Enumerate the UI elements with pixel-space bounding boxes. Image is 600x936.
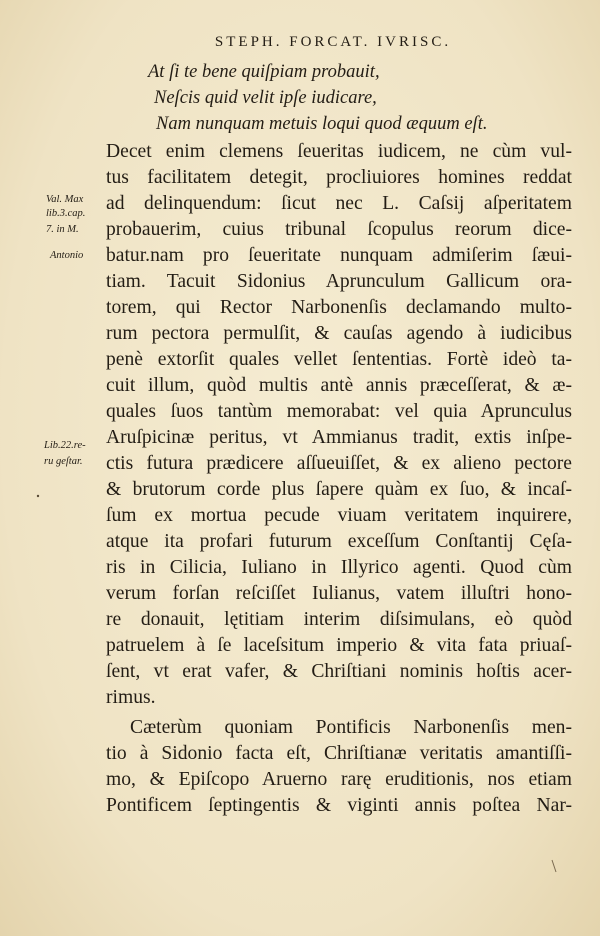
text-line: cuit illum, quòd multis antè annis præceſſerat, & æ- <box>106 375 572 396</box>
margin-note-line: 7. in M. <box>46 224 79 235</box>
text-line: Decet enim clemens ſeueritas iudicem, ne cùm vul- <box>106 141 572 162</box>
verse-line: At ſi te bene quiſpiam probauit, <box>148 62 380 82</box>
text-line: rimus. <box>106 687 156 708</box>
text-line: tio à Sidonio facta eſt, Chriſtianæ veritatis amantiſſi- <box>106 743 572 764</box>
margin-note-line: Lib.22.re- <box>44 440 86 451</box>
text-line: mo, & Epiſcopo Aruerno rarę eruditionis, nos etiam <box>106 769 572 790</box>
text-line: Pontificem ſeptingentis & viginti annis poſtea Nar- <box>106 795 572 816</box>
margin-note-line: lib.3.cap. <box>46 208 86 219</box>
text-line: & brutorum corde plus ſapere quàm ex ſuo, & incaſ- <box>106 479 572 500</box>
verse-line: Neſcis quid velit ipſe iudicare, <box>154 88 377 108</box>
text-line: verum forſan reſciſſet Iulianus, vatem illuſtri hono- <box>106 583 572 604</box>
text-line: ctis futura prædicere aſſueuiſſet, & ex alieno pectore <box>106 453 572 474</box>
margin-note-line: Val. Max <box>46 194 84 205</box>
text-line: atque ita profari futurum exceſſum Conſtantij Cęſa- <box>106 531 572 552</box>
text-line: batur.nam pro ſeueritate nunquam admiſerim ſæui- <box>106 245 572 266</box>
text-line: Cæterùm quoniam Pontificis Narbonenſis men- <box>130 717 572 738</box>
margin-note-line: Antonio <box>50 250 84 261</box>
text-line: tus facilitatem detegit, procliuiores homines reddat <box>106 167 572 188</box>
text-line: torem, qui Rector Narbonenſis declamando multo- <box>106 297 572 318</box>
ink-speck <box>37 495 39 497</box>
text-line: ad delinquendum: ſicut nec L. Caſsij aſperitatem <box>106 193 572 214</box>
text-line: ſent, vt erat vafer, & Chriſtiani nominis hoſtis acer- <box>106 661 572 682</box>
text-line: ſum ex mortua pecude viuam veritatem inquirere, <box>106 505 572 526</box>
text-line: penè extorſit quales vellet ſententias. Fortè ideò ta- <box>106 349 572 370</box>
text-line: Aruſpicinæ peritus, vt Ammianus tradit, extis inſpe- <box>106 427 572 448</box>
text-line: rum pectora permulſit, & cauſas agendo à iudicibus <box>106 323 572 344</box>
margin-note-line: ru geſtar. <box>44 456 83 467</box>
text-line: quales ſuos tantùm memorabat: vel quia Aprunculus <box>106 401 572 422</box>
ink-mark <box>552 860 556 872</box>
text-line: tiam. Tacuit Sidonius Aprunculum Gallicum ora- <box>106 271 572 292</box>
text-line: ris in Cilicia, Iuliano in Illyrico agenti. Quod cùm <box>106 557 572 578</box>
text-line: probauerim, cuius tribunal ſcopulus reorum dice- <box>106 219 572 240</box>
text-line: re donauit, lętitiam interim diſsimulans, eò quòd <box>106 609 572 630</box>
text-line: patruelem à ſe laceſsitum imperio & vita fata priuaſ- <box>106 635 572 656</box>
running-head: STEPH. FORCAT. IVRISC. <box>214 34 452 50</box>
verse-line: Nam nunquam metuis loqui quod æquum eſt. <box>156 114 488 134</box>
